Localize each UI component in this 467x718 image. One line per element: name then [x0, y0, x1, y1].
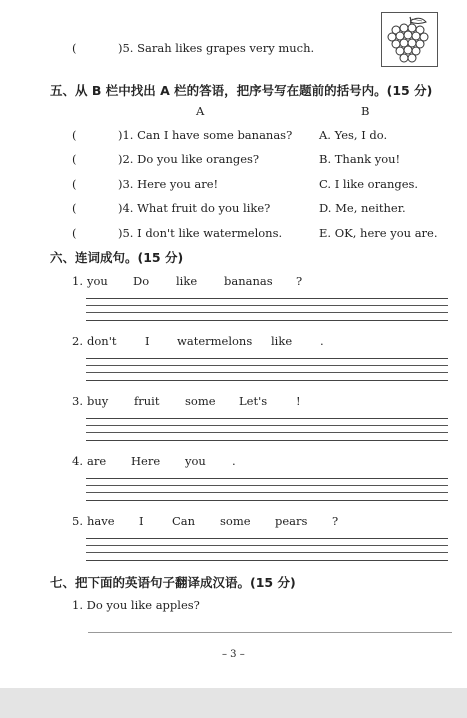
item5-word: I	[139, 514, 144, 528]
item1-word: ?	[296, 274, 303, 288]
item2-number: 2.	[72, 334, 83, 348]
row3-question: )3. Here you are!	[118, 177, 219, 191]
item4-writing-line[interactable]	[86, 492, 448, 493]
item2-word: I	[145, 334, 150, 348]
grapes-icon	[382, 13, 437, 66]
item4-writing-line[interactable]	[86, 485, 448, 486]
item5-number: 5.	[72, 514, 83, 528]
item3-writing-line[interactable]	[86, 425, 448, 426]
item2-writing-line[interactable]	[86, 365, 448, 366]
translate-answer-line[interactable]	[88, 632, 452, 633]
item1-writing-line[interactable]	[86, 298, 448, 299]
row1-question: )1. Can I have some bananas?	[118, 128, 293, 142]
row5-paren: (	[72, 226, 77, 240]
grapes-picture	[381, 12, 438, 67]
item2-word: watermelons	[177, 334, 253, 348]
item1-writing-line[interactable]	[86, 312, 448, 313]
row3-paren: (	[72, 177, 77, 191]
item4-word: are	[87, 454, 107, 468]
row1-paren: (	[72, 128, 77, 142]
item1-writing-line[interactable]	[86, 320, 448, 321]
row5-answer: E. OK, here you are.	[319, 226, 438, 240]
row3-answer: C. I like oranges.	[319, 177, 419, 191]
row2-paren: (	[72, 152, 77, 166]
viewer-bottom-bar	[0, 688, 467, 718]
item2-word: .	[320, 334, 324, 348]
section7-title: 七、把下面的英语句子翻译成汉语。(15 分)	[50, 575, 296, 590]
col-b-header: B	[361, 104, 370, 118]
item2-writing-line[interactable]	[86, 358, 448, 359]
item4-writing-line[interactable]	[86, 478, 448, 479]
item3-number: 3.	[72, 394, 83, 408]
item5-word: some	[220, 514, 251, 528]
row4-question: )4. What fruit do you like?	[118, 201, 271, 215]
item4-writing-line[interactable]	[86, 500, 448, 501]
item5-word: pears	[275, 514, 308, 528]
item3-writing-line[interactable]	[86, 418, 448, 419]
item3-writing-line[interactable]	[86, 440, 448, 441]
item2-writing-line[interactable]	[86, 380, 448, 381]
section5-title: 五、从 B 栏中找出 A 栏的答语，把序号写在题前的括号内。(15 分)	[50, 83, 433, 98]
item3-word: fruit	[134, 394, 160, 408]
item4-word: Here	[131, 454, 161, 468]
item4-word: .	[232, 454, 236, 468]
item3-writing-line[interactable]	[86, 432, 448, 433]
item4-number: 4.	[72, 454, 83, 468]
item5-writing-line[interactable]	[86, 545, 448, 546]
row5-question: )5. I don't like watermelons.	[118, 226, 283, 240]
col-a-header: A	[196, 104, 205, 118]
item3-word: some	[185, 394, 216, 408]
top-item-paren: (	[72, 41, 77, 55]
item1-word: Do	[133, 274, 150, 288]
top-item-text: )5. Sarah likes grapes very much.	[118, 41, 315, 55]
row4-answer: D. Me, neither.	[319, 201, 406, 215]
translate-item-1: 1. Do you like apples?	[72, 598, 200, 612]
page-number: – 3 –	[222, 649, 245, 660]
item2-word: like	[271, 334, 293, 348]
item3-word: buy	[87, 394, 109, 408]
item5-word: have	[87, 514, 115, 528]
row4-paren: (	[72, 201, 77, 215]
item3-word: Let's	[239, 394, 268, 408]
item1-word: like	[176, 274, 198, 288]
row2-question: )2. Do you like oranges?	[118, 152, 260, 166]
item5-word: Can	[172, 514, 196, 528]
section6-title: 六、连词成句。(15 分)	[50, 250, 184, 265]
item5-word: ?	[332, 514, 339, 528]
item2-writing-line[interactable]	[86, 372, 448, 373]
item1-writing-line[interactable]	[86, 305, 448, 306]
item1-number: 1.	[72, 274, 83, 288]
item1-word: you	[87, 274, 108, 288]
item5-writing-line[interactable]	[86, 560, 448, 561]
item5-writing-line[interactable]	[86, 538, 448, 539]
item5-writing-line[interactable]	[86, 552, 448, 553]
row2-answer: B. Thank you!	[319, 152, 401, 166]
item4-word: you	[185, 454, 206, 468]
row1-answer: A. Yes, I do.	[319, 128, 388, 142]
item1-word: bananas	[224, 274, 273, 288]
item2-word: don't	[87, 334, 117, 348]
item3-word: !	[296, 394, 301, 408]
